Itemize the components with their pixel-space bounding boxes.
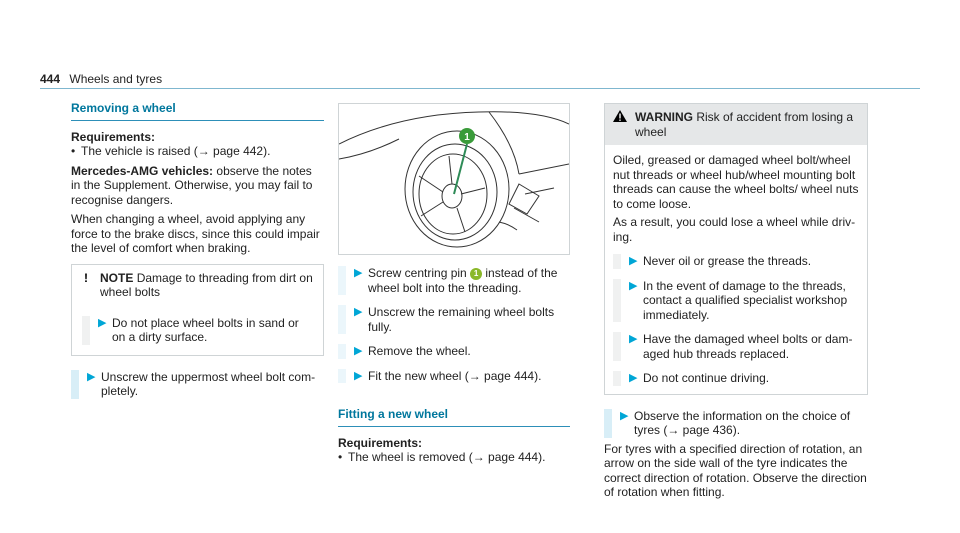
warning-step: ▶ In the event of damage to the threads, contact a qualified specialist workshop immediately. <box>613 279 859 323</box>
page-header-title: Wheels and tyres <box>69 72 163 86</box>
play-arrow-icon: ▶ <box>87 370 96 383</box>
play-arrow-icon: ▶ <box>629 333 638 345</box>
brake-paragraph: When changing a wheel, avoid applying any force to the brake discs, since this could impair the level of comfort when braking. <box>71 212 320 255</box>
wheel-illustration <box>338 103 570 255</box>
step-screw-centring-pin: ▶ Screw centring pin 1 instead of the wheel bolt into the threading. <box>338 266 570 295</box>
header-divider <box>40 88 920 89</box>
warning-step: ▶ Never oil or grease the threads. <box>613 254 859 269</box>
requirement-text: The wheel is removed (→ page 444). <box>348 450 546 464</box>
warning-box <box>604 103 868 395</box>
note-label: NOTE <box>100 270 134 285</box>
removing-wheel-section <box>71 101 324 399</box>
play-arrow-icon: ▶ <box>629 255 638 267</box>
section-divider <box>338 426 570 427</box>
note-step-text: Do not place wheel bolts in sand or on a dirty surface. <box>112 315 299 344</box>
step-observe-tyres: ▶ Observe the information on the choice of tyres (→ page 436). <box>604 409 868 438</box>
play-arrow-icon: ▶ <box>629 372 638 384</box>
play-arrow-icon: ▶ <box>354 369 363 382</box>
note-box <box>71 264 324 356</box>
section-title-fitting: Fitting a new wheel <box>338 407 449 421</box>
rotation-paragraph: For tyres with a specified direction of rotation, an arrow on the side wall of the tyre indicates the correct direction of rotation. Observe the direction of rotation when fitting. <box>604 441 867 499</box>
amg-text: observe the notes in the Supplement. Otherwise, you may fail to recognise dangers. <box>71 163 313 207</box>
amg-paragraph <box>71 164 324 208</box>
warning-label: WARNING <box>635 110 693 124</box>
note-exclamation-icon <box>80 271 100 300</box>
play-arrow-icon: ▶ <box>98 316 107 329</box>
play-arrow-icon: ▶ <box>354 345 363 357</box>
step-unscrew <box>71 370 324 399</box>
svg-text:!: ! <box>84 270 88 283</box>
page-number: 444 <box>40 72 61 86</box>
amg-label: Mercedes-AMG vehicles: <box>71 163 214 178</box>
play-arrow-icon: ▶ <box>354 267 363 279</box>
note-text: Damage to threading from dirt on wheel bolts <box>100 270 313 299</box>
callout-1-badge: 1 <box>470 268 482 280</box>
note-step <box>82 316 313 345</box>
step-remove-wheel: ▶ Remove the wheel. <box>338 344 570 359</box>
page-header <box>40 72 162 86</box>
play-arrow-icon: ▶ <box>354 306 363 318</box>
step-text: Unscrew the uppermost wheel bolt completely. <box>101 369 316 398</box>
warning-triangle-icon <box>613 110 635 139</box>
right-column <box>604 103 868 500</box>
wheel-drawing <box>339 104 569 254</box>
step-unscrew-remaining: ▶ Unscrew the remaining wheel bolts fully. <box>338 305 570 334</box>
warning-title: Risk of accident from losing a wheel <box>635 110 854 139</box>
warning-step: ▶ Do not continue driving. <box>613 371 859 386</box>
requirements-label: Requirements: <box>71 129 156 144</box>
warning-step: ▶ Have the damaged wheel bolts or damaged hub threads replaced. <box>613 332 859 361</box>
warning-paragraph-2: As a result, you could lose a wheel while driving. <box>613 215 856 244</box>
step-fit-new-wheel: ▶ Fit the new wheel (→ page 444). <box>338 369 570 384</box>
play-arrow-icon: ▶ <box>620 409 629 422</box>
requirements-label: Requirements: <box>338 435 423 450</box>
section-divider <box>71 120 324 121</box>
section-title-removing: Removing a wheel <box>71 101 176 115</box>
play-arrow-icon: ▶ <box>629 279 638 292</box>
list-item: • The vehicle is raised (→ page 442). <box>71 144 271 158</box>
callout-number: 1 <box>464 132 470 143</box>
middle-column <box>338 266 570 465</box>
warning-paragraph-1: Oiled, greased or damaged wheel bolt/wheel nut threads or wheel hub/wheel mounting bolt threads can cause the wheel bolts/ wheel nuts to come loose. <box>613 153 859 211</box>
list-item: • The wheel is removed (→ page 444). <box>338 450 546 464</box>
requirement-text: The vehicle is raised (→ page 442). <box>81 144 271 158</box>
